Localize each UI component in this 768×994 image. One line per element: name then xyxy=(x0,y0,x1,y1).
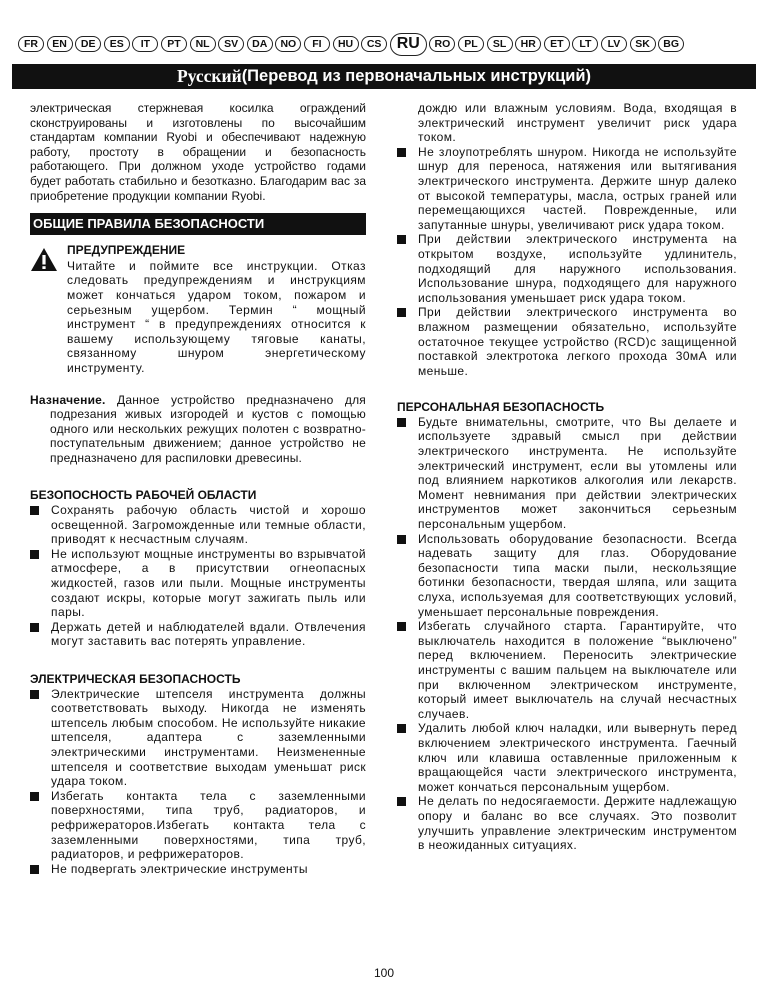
list-item: При действии электрического инструмента на открытом воздухе, используйте удлинитель, подходящий для наружного использования. Использование шнура, подходящего для наружного использования уменьшает риск удара током. xyxy=(397,232,737,305)
language-pill-pt: PT xyxy=(161,36,187,52)
section-heading-electrical: ЭЛЕКТРИЧЕСКАЯ БЕЗОПАСНОСТЬ xyxy=(30,672,241,686)
purpose-paragraph xyxy=(30,393,366,466)
language-pill-sv: SV xyxy=(218,36,244,52)
language-pill-fr: FR xyxy=(18,36,44,52)
language-selector xyxy=(18,33,756,55)
list-item: Сохранять рабочую область чистой и хорошо освещенной. Загроможденные или темные области, приводят к несчастным случаям. xyxy=(30,503,366,547)
language-pill-pl: PL xyxy=(458,36,484,52)
language-pill-hu: HU xyxy=(333,36,359,52)
item-start: Не подвергать электрические инструменты xyxy=(51,861,308,876)
language-pill-da: DA xyxy=(247,36,273,52)
list-item: Держать детей и наблюдателей вдали. Отвлечения могут заставить вас потерять управление. xyxy=(30,620,366,649)
electrical-list-right xyxy=(397,101,737,378)
list-item: Не используют мощные инструменты во взрывчатой атмосфере, а в присутствии огнеопасных жидкостей, газов или пыли. Мощные инструменты создают искры, которые могут зажигать пыль или пары. xyxy=(30,547,366,620)
list-item: Электрические штепселя инструмента должны соответствовать выходу. Никогда не изменять штепсель любым способом. Не используйте никакие штепселя, адаптера с заземленными электрическими инструментами. Неизмененные штепселя и соответствие выходам уменьшат риск удара током. xyxy=(30,687,366,789)
warning-text: Читайте и поймите все инструкции. Отказ следовать предупреждениям и инструкциям может кончаться ударом током, пожаром и серьезным ущербом. Термин “ мощный инструмент “ в предупреждениях относится к вашему использующему тяговые канаты, связанному шнуром энергетическому инструменту. xyxy=(67,258,366,375)
list-item: Использовать оборудование безопасности. Всегда надевать защиту для глаз. Оборудование безопасности типа маски пыли, нескользящие ботинки безопасности, твердая шляпа, или защита слуха, используемая для соответствующих условий, уменьшает персональные повреждения. xyxy=(397,532,737,620)
language-pill-et: ET xyxy=(544,36,570,52)
left-column xyxy=(30,101,366,876)
page-title xyxy=(12,64,756,89)
language-pill-sk: SK xyxy=(630,36,656,52)
list-item: Удалить любой ключ наладки, или вывернуть перед включением электрического инструмента. Гаечный ключ или клавиша оставленные приложенным к вращающейся части электрического инструмента, может кончаться персональным ущербом. xyxy=(397,721,737,794)
list-item: Не делать по недосягаемости. Держите надлежащую опору и баланс во все случаях. Это позволит улучшить управление электрическим инструментом в неожиданных ситуациях. xyxy=(397,794,737,852)
electrical-list-left xyxy=(30,687,366,877)
language-pill-ro: RO xyxy=(429,36,455,52)
warning-title: ПРЕДУПРЕЖДЕНИЕ xyxy=(67,243,186,258)
intro-paragraph: электрическая стержневая косилка ограждений сконструированы и изготовлены по высочайшим стандартам компании Ryobi и обеспечивают надежную работу, простоту в обращении и безопасность работающего. При должном уходе устройство годами будет работать стабильно и безотказно. Благодарим вас за приобретение продукции компании Ryobi. xyxy=(30,101,366,203)
warning-block xyxy=(30,243,366,375)
language-pill-cs: CS xyxy=(361,36,387,52)
list-item: Избегать контакта тела с заземленными поверхностями, типа труб, радиаторов, и рефрижераторов.Избегать контакта тела с заземленными поверхностями, типа труб, радиаторов, и рефрижераторов. xyxy=(30,789,366,862)
section-heading-general-rules: ОБЩИЕ ПРАВИЛА БЕЗОПАСНОСТИ xyxy=(30,213,366,235)
language-pill-lv: LV xyxy=(601,36,627,52)
language-pill-sl: SL xyxy=(487,36,513,52)
language-pill-fi: FI xyxy=(304,36,330,52)
list-item: Избегать случайного старта. Гарантируйте, что выключатель находится в положение “выключено” перед включением. Переносить электрические инструменты с вашим пальцем на выключателе или при включенном электрическом инструменте, который имеет выключатель на случай несчастных случаев. xyxy=(397,619,737,721)
list-item: При действии электрического инструмента во влажном размещении обязательно, используйте остаточное текущее устройство (RCD)с защищенной поставкой электротока легкого прохода 30мА или меньше. xyxy=(397,305,737,378)
list-item xyxy=(30,862,366,877)
section-heading-work-area: БЕЗОПОСНОСТЬ РАБОЧЕЙ ОБЛАСТИ xyxy=(30,488,257,503)
list-item: Не злоупотреблять шнуром. Никогда не используйте шнур для переноса, натяжения или вытягивания электрического инструмента. Держите шнур далеко от высокой температуры, масла, острых граней или перемещающихся частей. Поврежденные, или запутанные шнуры, увеличивают риск удара током. xyxy=(397,145,737,233)
language-pill-ru: RU xyxy=(390,33,427,56)
language-pill-en: EN xyxy=(47,36,73,52)
language-pill-no: NO xyxy=(275,36,301,52)
right-column xyxy=(397,101,737,853)
work-area-list xyxy=(30,503,366,649)
list-item: Будьте внимательны, смотрите, что Вы делаете и используете здравый смысл при действии электрического инструмента. Не используйте электрический инструмент, если вы утомлены или под влиянием наркотиков алкоголия или лекарств. Момент невнимания при действии электрических инструментов может закончиться серьезным персональным ущербом. xyxy=(397,415,737,532)
language-pill-hr: HR xyxy=(515,36,541,52)
purpose-label: Назначение. xyxy=(30,392,106,407)
language-pill-bg: BG xyxy=(658,36,684,52)
list-item-continued: дождю или влажным условиям. Вода, входящая в электрический инструмент увеличит риск удара током. xyxy=(418,101,737,145)
warning-triangle-icon xyxy=(30,247,58,272)
language-pill-es: ES xyxy=(104,36,130,52)
language-pill-de: DE xyxy=(75,36,101,52)
section-heading-personal: ПЕРСОНАЛЬНАЯ БЕЗОПАСНОСТЬ xyxy=(397,400,605,415)
personal-list xyxy=(397,415,737,853)
page-number: 100 xyxy=(373,966,395,980)
purpose-text: Данное устройство предназначено для подрезания живых изгородей и кустов с помощью одного или нескольких режущих полотен с возвратно-поступательным движением; данное устройство не предназначено для распиловки древесины. xyxy=(50,392,366,465)
language-pill-it: IT xyxy=(132,36,158,52)
language-pill-nl: NL xyxy=(190,36,216,52)
language-pill-lt: LT xyxy=(572,36,598,52)
title-subtitle: (Перевод из первоначальных инструкций) xyxy=(241,67,591,85)
title-language: Русский xyxy=(177,66,242,86)
